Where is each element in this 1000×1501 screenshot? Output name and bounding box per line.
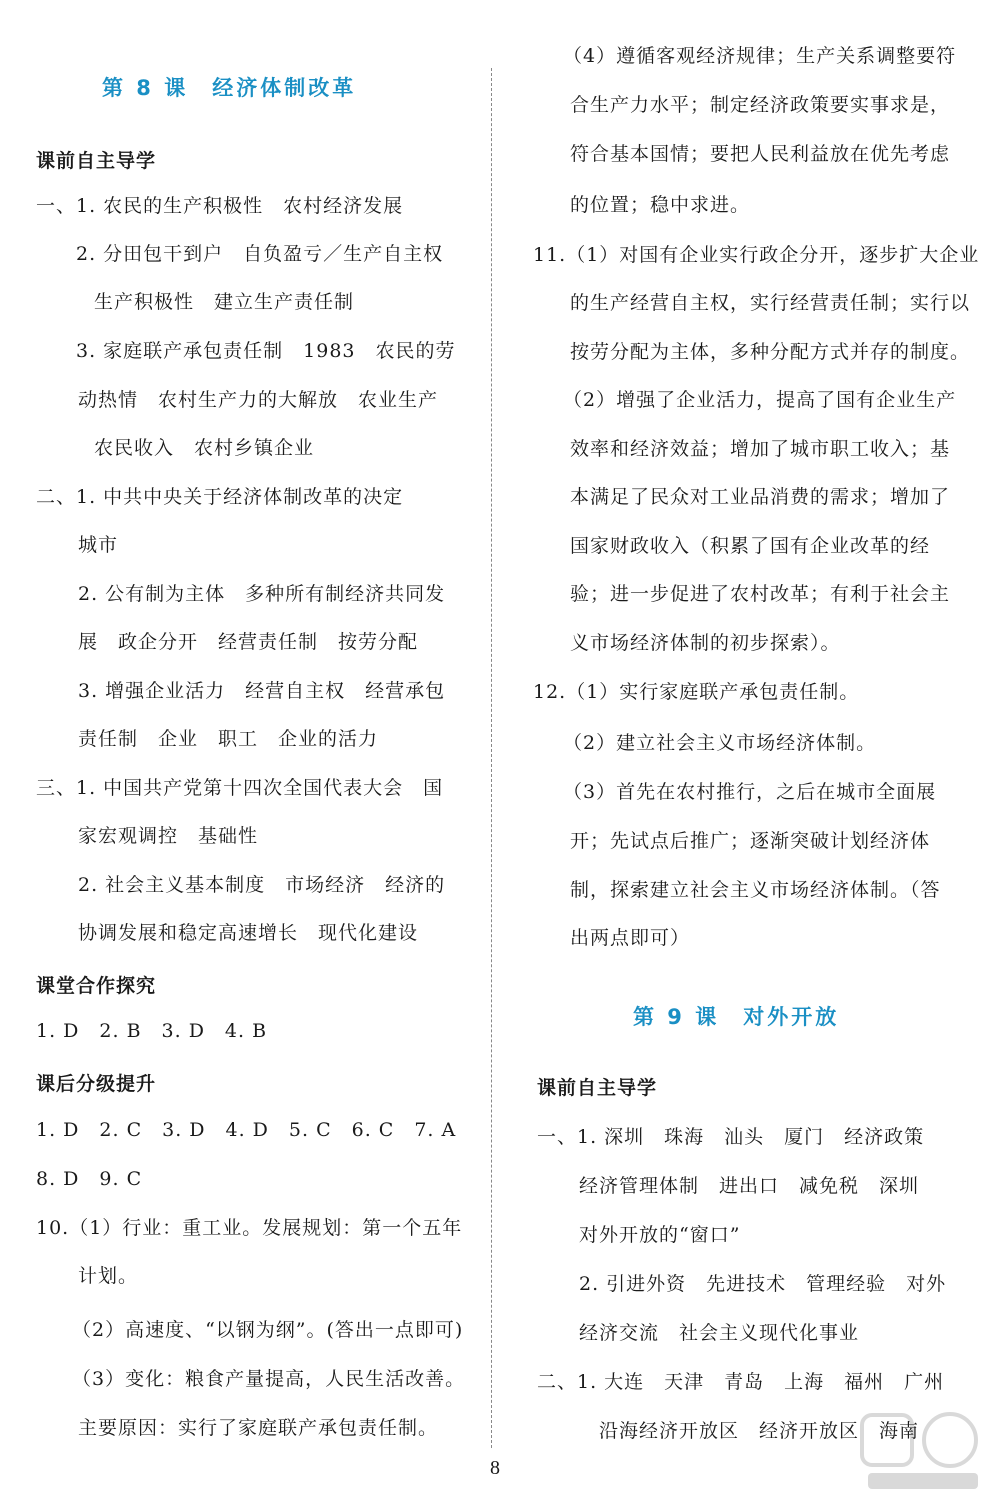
answer-line: 二、1. 大连 天津 青岛 上海 福州 广州	[537, 1371, 945, 1393]
answer-line: 3. 增强企业活力 经营自主权 经营承包	[78, 680, 446, 702]
section-post-class: 课后分级提升	[36, 1073, 157, 1095]
answer-line: 验；进一步促进了农村改革；有利于社会主	[570, 583, 951, 605]
section-pre-class-guide: 课前自主导学	[36, 150, 157, 172]
answer-line: 生产积极性 建立生产责任制	[94, 291, 355, 313]
answer-line: 的位置；稳中求进。	[570, 194, 751, 216]
answer-line: 合生产力水平；制定经济政策要实事求是，	[570, 94, 951, 116]
answer-line: 城市	[78, 534, 119, 556]
answer-line: （3）首先在农村推行，之后在城市全面展	[563, 781, 937, 803]
answer-line: 沿海经济开放区 经济开放区 海南	[599, 1420, 920, 1442]
answer-line: 效率和经济效益；增加了城市职工收入；基	[570, 438, 951, 460]
column-divider	[491, 68, 492, 1448]
answer-line: 3. 家庭联产承包责任制 1983 农民的劳	[76, 340, 456, 362]
answer-line: （2）建立社会主义市场经济体制。	[563, 732, 877, 754]
answer-line: 开；先试点后推广；逐渐突破计划经济体	[570, 830, 931, 852]
watermark-icon	[858, 1405, 986, 1495]
answer-line: 义市场经济体制的初步探索）。	[570, 632, 841, 654]
answer-line: 展 政企分开 经营责任制 按劳分配	[78, 631, 419, 653]
answer-line: 的生产经营自主权，实行经营责任制；实行以	[570, 292, 971, 314]
answer-line: 经济管理体制 进出口 减免税 深圳	[579, 1175, 920, 1197]
answer-line: 协调发展和稳定高速增长 现代化建设	[78, 922, 419, 944]
section-class-inquiry: 课堂合作探究	[36, 975, 157, 997]
answer-line: （4）遵循客观经济规律；生产关系调整要符	[563, 45, 957, 67]
answer-line: 责任制 企业 职工 企业的活力	[78, 728, 379, 750]
answer-line: 11.（1）对国有企业实行政企分开，逐步扩大企业	[533, 244, 980, 266]
answer-line: 二、1. 中共中央关于经济体制改革的决定	[36, 486, 404, 508]
answer-line: 按劳分配为主体，多种分配方式并存的制度。	[570, 341, 971, 363]
answer-line: 2. 分田包干到户 自负盈亏／生产自主权	[76, 243, 444, 265]
answer-line: 国家财政收入（积累了国有企业改革的经	[570, 535, 931, 557]
answer-line: 本满足了民众对工业品消费的需求；增加了	[570, 486, 951, 508]
answer-line: 计划。	[78, 1265, 139, 1287]
lesson-8-title: 第 8 课 经济体制改革	[102, 76, 357, 100]
answer-line: 经济交流 社会主义现代化事业	[579, 1322, 860, 1344]
answer-line: 1. D 2. B 3. D 4. B	[36, 1020, 268, 1042]
answer-line: 主要原因：实行了家庭联产承包责任制。	[78, 1417, 439, 1439]
answer-line: 家宏观调控 基础性	[78, 825, 259, 847]
answer-line: 三、1. 中国共产党第十四次全国代表大会 国	[36, 777, 444, 799]
page-number: 8	[490, 1457, 501, 1479]
answer-line: 2. 引进外资 先进技术 管理经验 对外	[579, 1273, 947, 1295]
answer-line: 出两点即可）	[570, 927, 691, 949]
answer-line: （2）增强了企业活力，提高了国有企业生产	[563, 389, 957, 411]
answer-line: 2. 公有制为主体 多种所有制经济共同发	[78, 583, 446, 605]
answer-line: 12.（1）实行家庭联产承包责任制。	[533, 681, 860, 703]
answer-line: （2）高速度、“以钢为纲”。(答出一点即可)	[72, 1319, 464, 1341]
answer-line: 农民收入 农村乡镇企业	[94, 437, 315, 459]
answer-line: 动热情 农村生产力的大解放 农业生产	[78, 389, 439, 411]
answer-line: 符合基本国情；要把人民利益放在优先考虑	[570, 143, 951, 165]
lesson-9-title: 第 9 课 对外开放	[633, 1005, 840, 1029]
section-pre-class-guide: 课前自主导学	[537, 1077, 658, 1099]
answer-line: 一、1. 农民的生产积极性 农村经济发展	[36, 195, 404, 217]
answer-line: 2. 社会主义基本制度 市场经济 经济的	[78, 874, 446, 896]
answer-line: 10.（1）行业：重工业。发展规划：第一个五年	[36, 1217, 463, 1239]
answer-line: 1. D 2. C 3. D 4. D 5. C 6. C 7. A	[36, 1119, 457, 1141]
answer-line: 制，探索建立社会主义市场经济体制。（答	[570, 879, 941, 901]
answer-line: 8. D 9. C	[36, 1168, 143, 1190]
answer-line: （3）变化：粮食产量提高，人民生活改善。	[72, 1368, 466, 1390]
answer-line: 对外开放的“窗口”	[579, 1224, 741, 1246]
answer-line: 一、1. 深圳 珠海 汕头 厦门 经济政策	[537, 1126, 925, 1148]
